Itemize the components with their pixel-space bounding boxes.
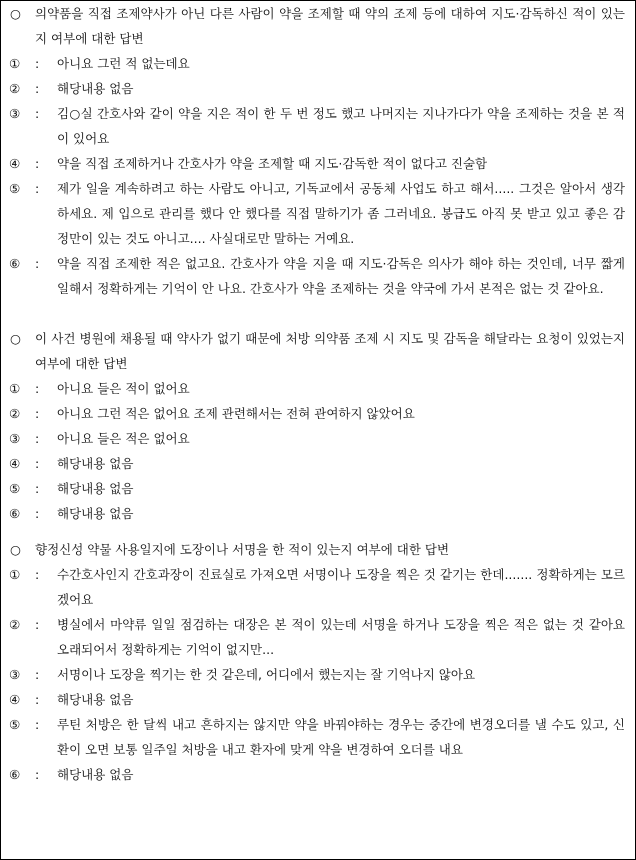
answer-colon: : bbox=[35, 406, 40, 421]
answer-text: 해당내용 없음 bbox=[57, 456, 134, 471]
answer-1-6 bbox=[1, 251, 635, 301]
answer-1-3 bbox=[1, 101, 635, 151]
question-bullet: ○ bbox=[10, 6, 21, 21]
answer-number: ① bbox=[9, 56, 21, 71]
answer-3-5 bbox=[1, 712, 635, 762]
answer-number: ① bbox=[9, 567, 21, 582]
answer-text: 서명이나 도장을 찍기는 한 것 같은데, 어디에서 했는지는 잘 기억나지 않아요 bbox=[57, 667, 476, 682]
answer-2-5 bbox=[1, 476, 635, 501]
question-bullet: ○ bbox=[10, 331, 21, 346]
answer-colon: : bbox=[35, 181, 40, 196]
answer-text: 아니요 그런 적은 없어요 조제 관련해서는 전혀 관여하지 않았어요 bbox=[57, 406, 415, 421]
answer-text: 아니요 그런 적 없는데요 bbox=[57, 56, 190, 71]
qa-section-3 bbox=[1, 537, 635, 787]
answer-3-2 bbox=[1, 612, 635, 662]
answer-colon: : bbox=[35, 481, 40, 496]
answer-colon: : bbox=[35, 381, 40, 396]
answer-colon: : bbox=[35, 56, 40, 71]
answer-3-3 bbox=[1, 662, 635, 687]
answer-colon: : bbox=[35, 617, 40, 632]
answer-text: 김○실 간호사와 같이 약을 지은 적이 한 두 번 정도 했고 나머지는 지나가다가 약을 조제하는 것을 본 적이 있어요 bbox=[57, 106, 625, 146]
answer-3-4 bbox=[1, 687, 635, 712]
answer-text: 해당내용 없음 bbox=[57, 81, 134, 96]
answer-number: ⑥ bbox=[9, 506, 21, 521]
answer-colon: : bbox=[35, 667, 40, 682]
answer-number: ③ bbox=[9, 667, 21, 682]
answer-1-4 bbox=[1, 151, 635, 176]
answer-number: ④ bbox=[9, 156, 21, 171]
answer-3-6 bbox=[1, 762, 635, 787]
answer-number: ⑤ bbox=[9, 481, 21, 496]
answer-colon: : bbox=[35, 81, 40, 96]
answer-1-1 bbox=[1, 51, 635, 76]
answer-number: ⑥ bbox=[9, 256, 21, 271]
question-2 bbox=[1, 326, 635, 376]
answer-number: ① bbox=[9, 381, 21, 396]
answer-text: 해당내용 없음 bbox=[57, 481, 134, 496]
answer-colon: : bbox=[35, 506, 40, 521]
answer-colon: : bbox=[35, 106, 40, 121]
answer-2-1 bbox=[1, 376, 635, 401]
answer-number: ⑥ bbox=[9, 767, 21, 782]
answer-text: 제가 일을 계속하려고 하는 사람도 아니고, 기독교에서 공동체 사업도 하고 해서..... 그것은 알아서 생각하세요. 제 입으로 관리를 했다 안 했다를 직접 말하기가 좀 그러네요. 봉급도 아직 못 받고 있고 좋은 감정만이 있는 것도 아니고.... 사실대로만 말하는 거예요. bbox=[57, 181, 625, 246]
answer-2-6 bbox=[1, 501, 635, 526]
answer-text: 수간호사인지 간호과장이 진료실로 가져오면 서명이나 도장을 찍은 것 같기는 한데....... 정확하게는 모르겠어요 bbox=[57, 567, 625, 607]
question-text: 향정신성 약물 사용일지에 도장이나 서명을 한 적이 있는지 여부에 대한 답변 bbox=[35, 542, 450, 557]
answer-2-3 bbox=[1, 426, 635, 451]
answer-number: ② bbox=[9, 406, 21, 421]
answer-colon: : bbox=[35, 692, 40, 707]
answer-colon: : bbox=[35, 156, 40, 171]
answer-text: 약을 직접 조제한 적은 없고요. 간호사가 약을 지을 때 지도·감독은 의사가 해야 하는 것인데, 너무 짧게 일해서 정확하게는 기억이 안 나요. 간호사가 약을 조제하는 것을 약국에 가서 본적은 없는 것 같아요. bbox=[57, 256, 625, 296]
question-3 bbox=[1, 537, 635, 562]
answer-number: ② bbox=[9, 617, 21, 632]
qa-section-2 bbox=[1, 326, 635, 526]
answer-3-1 bbox=[1, 562, 635, 612]
section-spacer bbox=[1, 526, 635, 537]
section-spacer bbox=[1, 301, 635, 326]
answer-number: ② bbox=[9, 81, 21, 96]
answer-number: ④ bbox=[9, 456, 21, 471]
answer-2-4 bbox=[1, 451, 635, 476]
answer-colon: : bbox=[35, 767, 40, 782]
answer-text: 루틴 처방은 한 달씩 내고 흔하지는 않지만 약을 바꿔야하는 경우는 중간에 변경오더를 낼 수도 있고, 신환이 오면 보통 일주일 처방을 내고 환자에 맞게 약을 변경하여 오더를 내요 bbox=[57, 717, 625, 757]
answer-text: 아니요 들은 적이 없어요 bbox=[57, 381, 190, 396]
answer-number: ④ bbox=[9, 692, 21, 707]
answer-colon: : bbox=[35, 717, 40, 732]
answer-colon: : bbox=[35, 456, 40, 471]
answer-number: ③ bbox=[9, 431, 21, 446]
answer-number: ⑤ bbox=[9, 181, 21, 196]
answer-number: ③ bbox=[9, 106, 21, 121]
answer-colon: : bbox=[35, 256, 40, 271]
question-bullet: ○ bbox=[10, 542, 21, 557]
answer-text: 병실에서 마약류 일일 점검하는 대장은 본 적이 있는데 서명을 하거나 도장을 찍은 적은 없는 것 같아요 오래되어서 정확하게는 기억이 없지만... bbox=[57, 617, 625, 657]
question-text: 이 사건 병원에 채용될 때 약사가 없기 때문에 처방 의약품 조제 시 지도 및 감독을 해달라는 요청이 있었는지 여부에 대한 답변 bbox=[35, 331, 625, 371]
question-text: 의약품을 직접 조제약사가 아닌 다른 사람이 약을 조제할 때 약의 조제 등에 대하여 지도·감독하신 적이 있는지 여부에 대한 답변 bbox=[35, 6, 625, 46]
answer-2-2 bbox=[1, 401, 635, 426]
answer-text: 아니요 들은 적은 없어요 bbox=[57, 431, 190, 446]
qa-section-1 bbox=[1, 1, 635, 301]
answer-number: ⑤ bbox=[9, 717, 21, 732]
question-1 bbox=[1, 1, 635, 51]
answer-colon: : bbox=[35, 567, 40, 582]
answer-text: 해당내용 없음 bbox=[57, 767, 134, 782]
answer-colon: : bbox=[35, 431, 40, 446]
answer-text: 약을 직접 조제하거나 간호사가 약을 조제할 때 지도·감독한 적이 없다고 진술함 bbox=[57, 156, 488, 171]
answer-text: 해당내용 없음 bbox=[57, 506, 134, 521]
answer-1-2 bbox=[1, 76, 635, 101]
answer-1-5 bbox=[1, 176, 635, 251]
answer-text: 해당내용 없음 bbox=[57, 692, 134, 707]
